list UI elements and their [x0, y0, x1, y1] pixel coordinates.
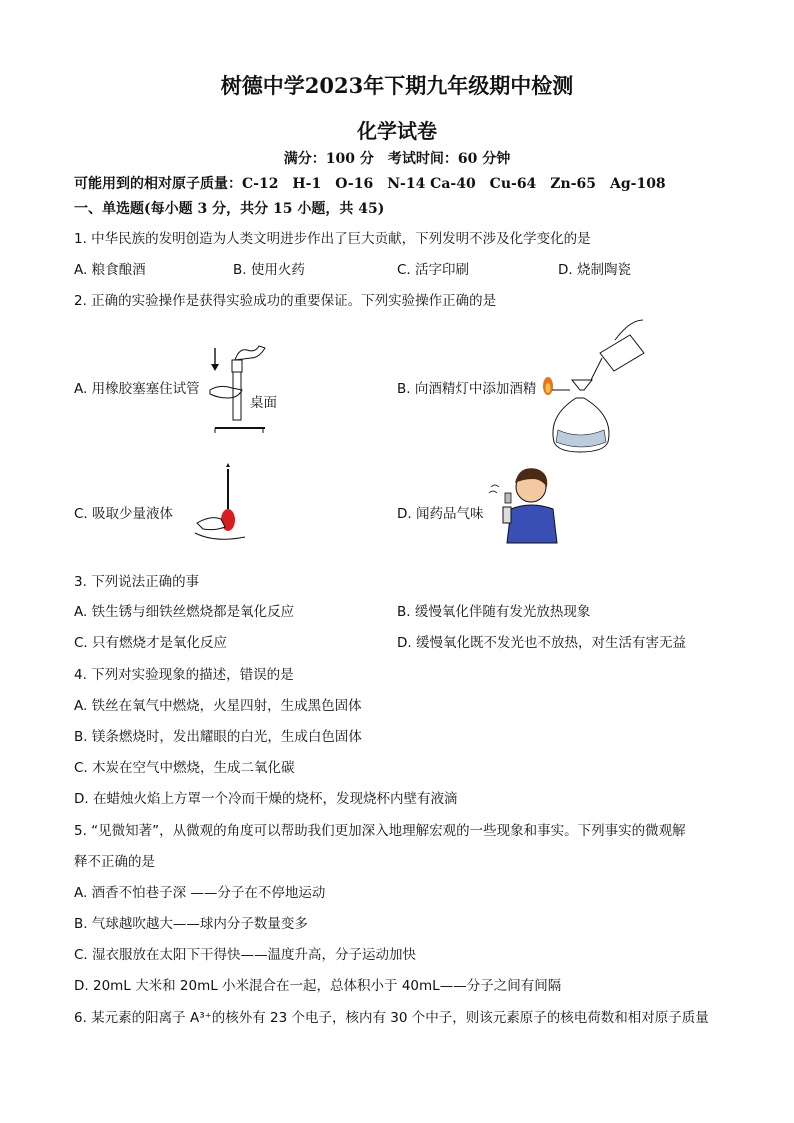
question-5-stem-line-2: 释不正确的是	[74, 854, 155, 870]
desk-label: 桌面	[250, 395, 277, 411]
q3-option-c: C. 只有燃烧才是氧化反应	[74, 635, 228, 651]
q5-option-b: B. 气球越吹越大——球内分子数量变多	[74, 916, 308, 932]
question-5-stem-line-1: 5. “见微知著”，从微观的角度可以帮助我们更加深入地理解宏观的一些现象和事实。下列事实的微观解	[74, 823, 686, 839]
q3-option-a: A. 铁生锈与细铁丝燃烧都是氧化反应	[74, 604, 295, 620]
q4-option-b: B. 镁条燃烧时，发出耀眼的白光，生成白色固体	[74, 729, 362, 745]
school-title: 树德中学2023年下期九年级期中检测	[220, 73, 574, 98]
q5-option-c: C. 湿衣服放在太阳下干得快——温度升高，分子运动加快	[74, 947, 417, 963]
question-1-stem: 1. 中华民族的发明创造为人类文明进步作出了巨大贡献，下列发明不涉及化学变化的是	[74, 231, 591, 247]
q2-option-b: B. 向酒精灯中添加酒精	[397, 381, 537, 397]
q1-option-a: A. 粮食酿酒	[74, 262, 146, 278]
q1-option-b: B. 使用火药	[233, 262, 305, 278]
q1-option-c: C. 活字印刷	[397, 262, 470, 278]
q5-option-d: D. 20mL 大米和 20mL 小米混合在一起，总体积小于 40mL——分子之间有间隔	[74, 978, 562, 994]
question-3-stem: 3. 下列说法正确的事	[74, 574, 200, 590]
q2-option-d: D. 闻药品气味	[397, 506, 484, 522]
question-4-stem: 4. 下列对实验现象的描述，错误的是	[74, 667, 294, 683]
q5-option-a: A. 酒香不怕巷子深 ——分子在不停地运动	[74, 885, 326, 901]
q3-option-d: D. 缓慢氧化既不发光也不放热，对生活有害无益	[397, 635, 686, 651]
section-title: 一、单选题(每小题 3 分，共分 15 小题，共 45)	[74, 201, 385, 217]
q3-option-b: B. 缓慢氧化伴随有发光放热现象	[397, 604, 591, 620]
atomic-masses: 可能用到的相对原子质量：C-12 H-1 O-16 N-14 Ca-40 Cu-64 Zn-65 Ag-108	[74, 176, 666, 192]
question-2-stem: 2. 正确的实验操作是获得实验成功的重要保证。下列实验操作正确的是	[74, 293, 497, 309]
q4-option-c: C. 木炭在空气中燃烧，生成二氧化碳	[74, 760, 295, 776]
figure-dropper	[195, 465, 255, 550]
subject-title: 化学试卷	[357, 119, 437, 143]
q2-option-a: A. 用橡胶塞塞住试管	[74, 381, 200, 397]
figure-smelling	[487, 463, 567, 548]
q2-option-c: C. 吸取少量液体	[74, 506, 174, 522]
question-6-stem: 6. 某元素的阳离子 A³⁺的核外有 23 个电子，核内有 30 个中子，则该元素原子的核电荷数和相对原子质量	[74, 1010, 709, 1026]
q1-option-d: D. 烧制陶瓷	[558, 262, 631, 278]
figure-alcohol-lamp	[540, 318, 650, 458]
q4-option-d: D. 在蜡烛火焰上方罩一个冷而干燥的烧杯，发现烧杯内壁有液滴	[74, 791, 458, 807]
exam-info: 满分：100 分 考试时间：60 分钟	[283, 151, 511, 167]
q4-option-a: A. 铁丝在氧气中燃烧，火星四射，生成黑色固体	[74, 698, 362, 714]
figure-stopper-test-tube	[205, 330, 285, 435]
